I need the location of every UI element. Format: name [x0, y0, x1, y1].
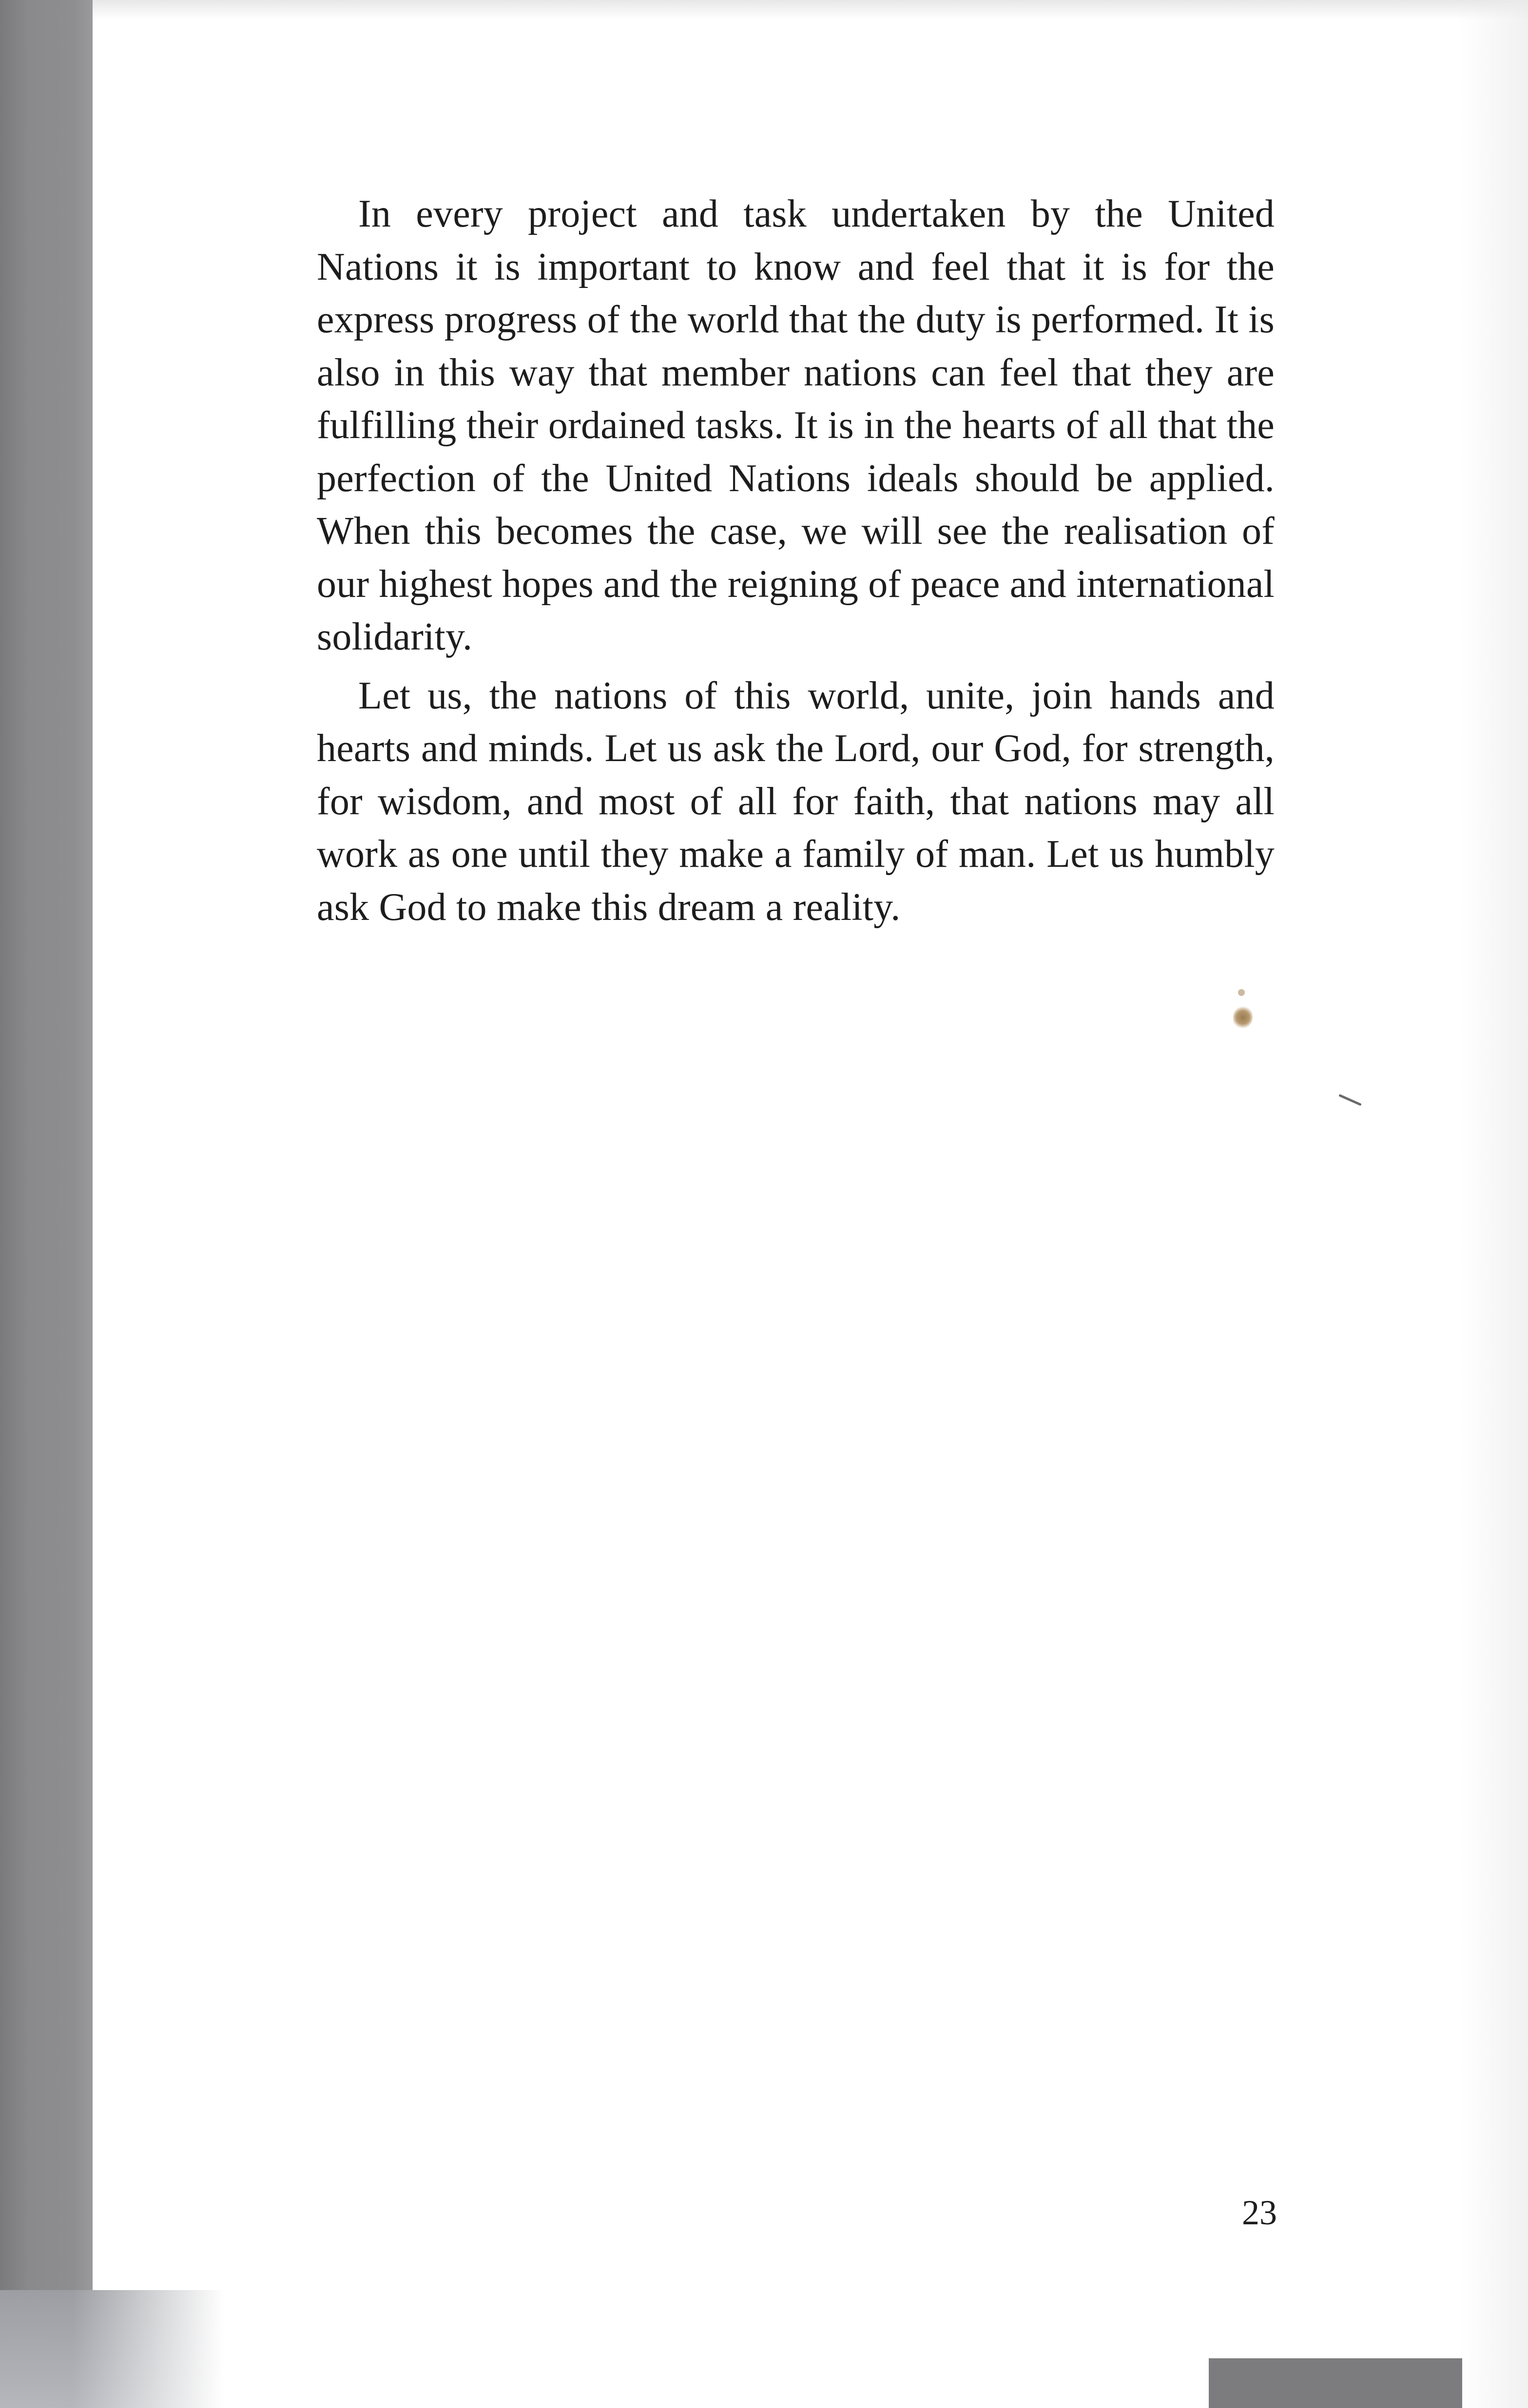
paragraph: In every project and task undertaken by the United Nations it is important to know and feel that it is for the express progress of the world that the duty is performed. It is also in this way that member nations can feel that they are fulfilling their ordained tasks. It is in the hearts of all that the perfection of the United Nations ideals should be applied. When this becomes the case, we will see the realisation of our highest hopes and the reigning of peace and international solidarity.: [317, 192, 1275, 658]
paper-mark: [1338, 1094, 1362, 1106]
body-text: [317, 188, 1275, 934]
paper-stain-dot: [1238, 989, 1245, 996]
scan-background-fade: [73, 2290, 224, 2408]
scan-background-left: [0, 0, 93, 2408]
page-edge-right: [1460, 0, 1528, 2408]
page-number: 23: [1242, 2193, 1277, 2232]
paper-stain: [1233, 1006, 1253, 1029]
paragraph: Let us, the nations of this world, unite, join hands and hearts and minds. Let us ask the Lord, our God, for strength, for wisdom, and most of all for faith, that nations may all work as one until they make a family of man. Let us humbly ask God to make this dream a reality.: [317, 674, 1275, 929]
page-top-edge: [93, 0, 1528, 19]
scan-background-bottom-right: [1209, 2358, 1462, 2408]
